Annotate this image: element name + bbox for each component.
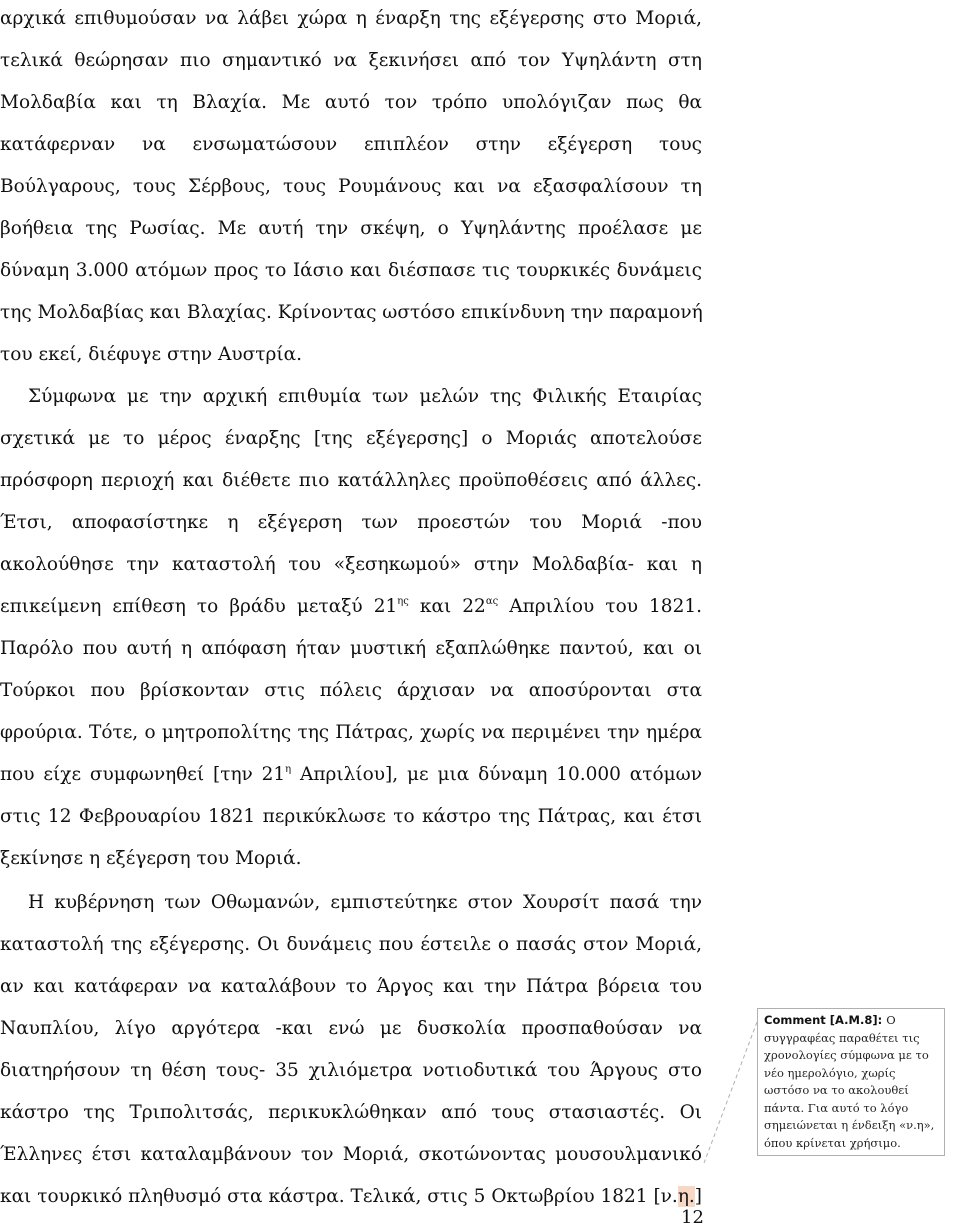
text-segment: επικείμενη επίθεση το βράδυ μεταξύ 21 [0,596,398,617]
comment-anchor-highlight[interactable]: η. [677,1186,695,1207]
comment-balloon[interactable] [757,1008,945,1156]
text-line: Ναυπλίου, λίγο αργότερα -και ενώ με δυσκολία προσπαθούσαν να [0,1018,702,1039]
text-line: αρχικά επιθυμούσαν να λάβει χώρα η έναρξη της εξέγερσης στο Μοριά, [0,8,702,29]
comment-title: Comment [A.M.8]: [764,1013,887,1027]
ordinal-suffix: η [285,764,292,775]
text-segment: Απριλίου], με μια δύναμη 10.000 ατόμων [291,764,702,785]
paragraph-2 [0,376,702,880]
text-line [0,586,702,628]
text-segment: που είχε συμφωνηθεί [την 21 [0,764,286,785]
text-line: βοήθεια της Ρωσίας. Με αυτή την σκέψη, ο Υψηλάντης προέλασε με [0,218,702,239]
text-line: σχετικά με το μέρος έναρξης [της εξέγερσης] ο Μοριάς αποτελούσε [0,428,702,449]
text-line: ξεκίνησε η εξέγερση του Μοριά. [0,848,302,869]
text-line [0,754,702,796]
text-line: κάστρο της Τριπολιτσάς, περικυκλώθηκαν από τους στασιαστές. Οι [0,1102,702,1123]
text-line: τελικά θεώρησαν πιο σημαντικό να ξεκινήσει από τον Υψηλάντη στη [0,50,702,71]
text-line: φρούρια. Τότε, ο μητροπολίτης της Πάτρας, χωρίς να περιμένει την ημέρα [0,722,702,743]
text-line: της Μολδαβίας και Βλαχίας. Κρίνοντας ωστόσο επικίνδυνη την παραμονή [0,302,703,323]
text-line: Έτσι, αποφασίστηκε η εξέγερση των προεστών του Μοριά -που [0,512,702,533]
text-line: διατηρήσουν τη θέση τους- 35 χιλιόμετρα νοτιοδυτικά του Άργους στο [0,1060,702,1081]
page-number: 12 [681,1207,704,1228]
text-line: δύναμη 3.000 ατόμων προς το Ιάσιο και διέσπασε τις τουρκικές δυνάμεις [0,260,702,281]
text-line: στις 12 Φεβρουαρίου 1821 περικύκλωσε το κάστρο της Πάτρας, και έτσι [0,806,702,827]
ordinal-suffix: ης [397,596,409,607]
text-line: Τούρκοι που βρίσκονταν στις πόλεις άρχισαν να αποσύρονται στα [0,680,702,701]
text-segment: και τουρκικό πληθυσμό στα κάστρα. Τελικά, στις 5 Οκτωβρίου 1821 [ν. [0,1186,678,1207]
text-line: του εκεί, διέφυγε στην Αυστρία. [0,344,302,365]
comment-connector-line [702,1020,758,1165]
text-line [0,1176,702,1218]
text-segment: ] [694,1186,702,1207]
text-line: Σύμφωνα με την αρχική επιθυμία των μελών της Φιλικής Εταιρίας [28,386,702,407]
text-segment: Απριλίου του 1821. [498,596,702,617]
text-line: ακολούθησε την καταστολή του «ξεσηκωμού» στην Μολδαβία- και η [0,554,702,575]
text-line: Μολδαβία και τη Βλαχία. Με αυτό τον τρόπο υπολόγιζαν πως θα [0,92,702,113]
ordinal-suffix: ας [485,596,499,607]
text-line: κατάφερναν να ενσωματώσουν επιπλέον στην εξέγερση τους [0,134,702,155]
text-line: Παρόλο που αυτή η απόφαση ήταν μυστική εξαπλώθηκε παντού, και οι [0,638,702,659]
text-line: πρόσφορη περιοχή και διέθετε πιο κατάλληλες προϋποθέσεις από άλλες. [0,470,702,491]
text-line: αν και κατάφεραν να καταλάβουν το Άργος και την Πάτρα βόρεια του [0,976,702,997]
text-segment: και 22 [408,596,486,617]
text-line: Βούλγαρους, τους Σέρβους, τους Ρουμάνους και να εξασφαλίσουν τη [0,176,702,197]
text-line: Έλληνες έτσι καταλαμβάνουν τον Μοριά, σκοτώνοντας μουσουλμανικό [0,1144,702,1165]
paragraph-1 [0,0,702,376]
text-line: Η κυβέρνηση των Οθωμανών, εμπιστεύτηκε στον Χουρσίτ πασά την [28,892,702,913]
paragraph-3 [0,882,702,1218]
comment-text: Ο συγγραφέας παραθέτει τις χρονολογίες σύμφωνα με το νέο ημερολόγιο, χωρίς ωστόσο να το ακολουθεί πάντα. Για αυτό το λόγο σημειώνεται η ένδειξη «ν.η», όπου κρίνεται χρήσιμο. [764,1013,935,1150]
text-line: καταστολή της εξέγερσης. Οι δυνάμεις που έστειλε ο πασάς στον Μοριά, [0,934,702,955]
